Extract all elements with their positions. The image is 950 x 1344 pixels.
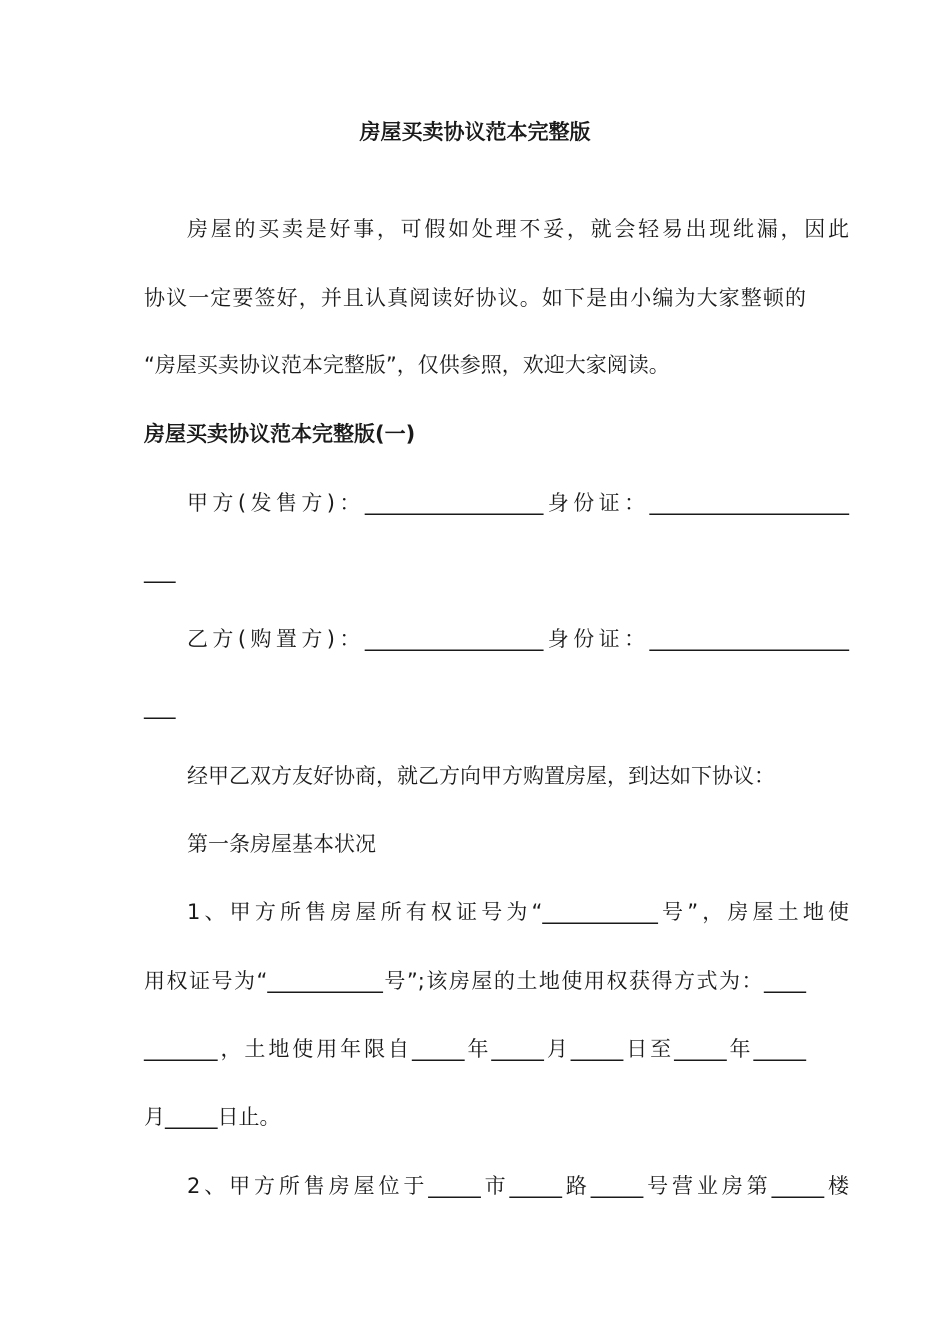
section-heading: 房屋买卖协议范本完整版(一) [144,422,416,446]
intro-line-1: 房屋的买卖是好事，可假如处理不妥，就会轻易出现纰漏，因此 [187,217,849,241]
clause-1-line-4: 月_____日止。 [144,1105,281,1129]
clause-1-line-1: 1、甲方所售房屋所有权证号为“___________号”，房屋土地使 [187,900,849,924]
party-a-line-1: 甲方(发售方)：_________________身份证：___________________ [187,491,849,515]
party-b-line-2: ___ [144,695,176,719]
clause-1-line-3: _______，土地使用年限自_____年_____月_____日至_____年_____ [144,1037,806,1061]
intro-line-3: “房屋买卖协议范本完整版”，仅供参照，欢迎大家阅读。 [144,353,670,377]
preamble: 经甲乙双方友好协商，就乙方向甲方购置房屋，到达如下协议： [187,764,775,788]
article-1-heading: 第一条房屋基本状况 [187,832,376,856]
party-a-line-2: ___ [144,559,176,583]
clause-2-line-1: 2、甲方所售房屋位于_____市_____路_____号营业房第_____楼 [187,1174,849,1198]
clause-1-line-2: 用权证号为“___________号”;该房屋的土地使用权获得方式为：____ [144,969,806,993]
intro-line-2: 协议一定要签好，并且认真阅读好协议。如下是由小编为大家整顿的 [144,286,806,310]
document-title: 房屋买卖协议范本完整版 [359,120,591,144]
party-b-line-1: 乙方(购置方)：_________________身份证：___________________ [187,627,849,651]
